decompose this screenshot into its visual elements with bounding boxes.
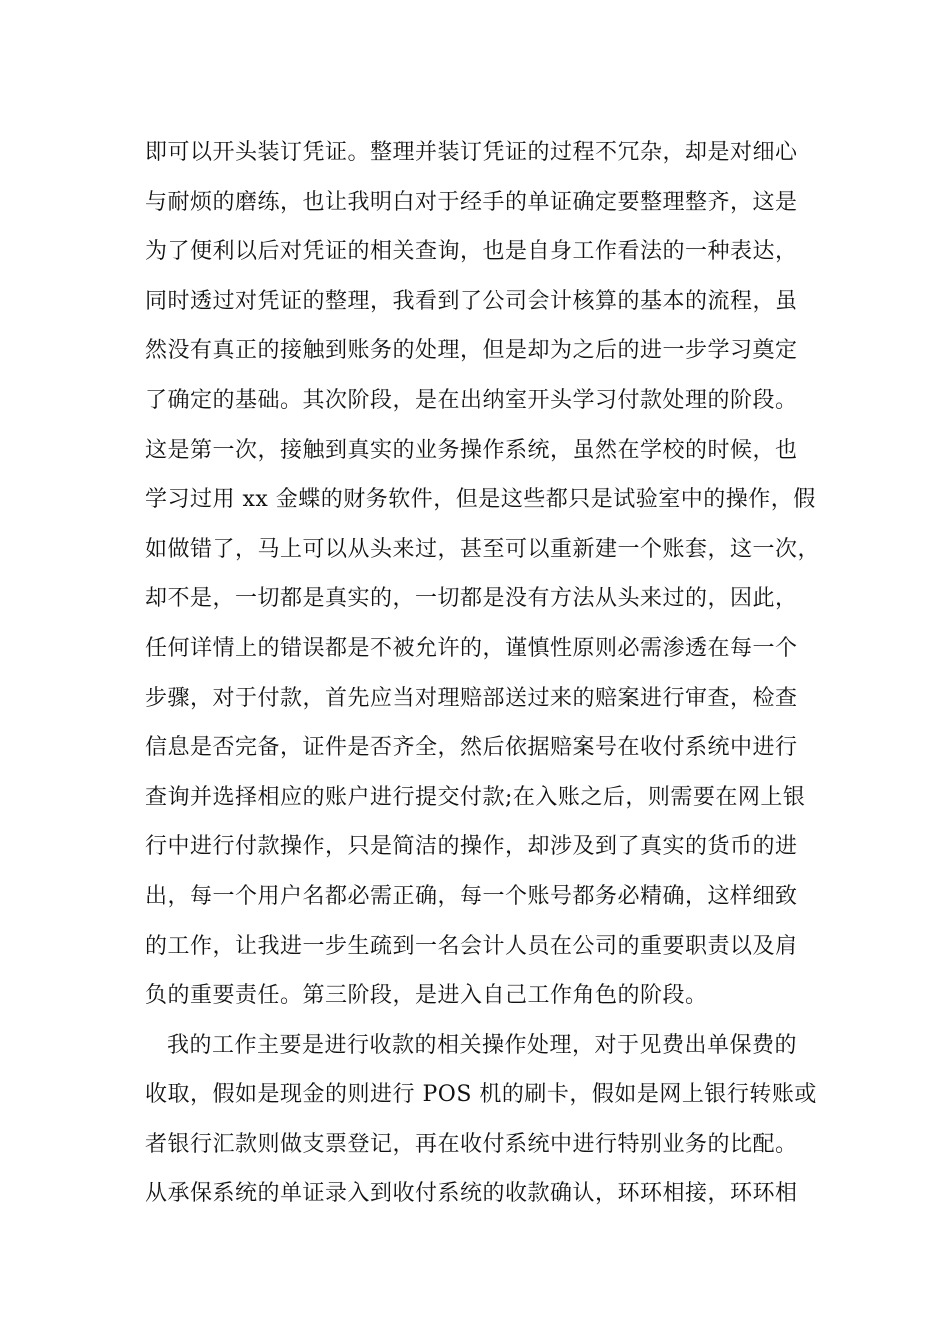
text-line: 与耐烦的磨练，也让我明白对于经手的单证确定要整理整齐，这是: [145, 189, 798, 215]
text-line: 为了便利以后对凭证的相关查询，也是自身工作看法的一种表达，: [145, 239, 798, 265]
text-line: 者银行汇款则做支票登记，再在收付系统中进行特别业务的比配。: [145, 1131, 798, 1157]
text-line: 收取，假如是现金的则进行 POS 机的刷卡，假如是网上银行转账或: [145, 1082, 817, 1108]
text-line: 出，每一个用户名都必需正确，每一个账号都务必精确，这样细致: [145, 883, 798, 909]
text-line: 任何详情上的错误都是不被允许的，谨慎性原则必需渗透在每一个: [145, 635, 798, 661]
document-body: [145, 128, 845, 1219]
text-line: 学习过用 xx 金蝶的财务软件，但是这些都只是试验室中的操作，假: [145, 487, 816, 513]
text-line: 查询并选择相应的账户进行提交付款;在入账之后，则需要在网上银: [145, 784, 806, 810]
text-line: 信息是否完备，证件是否齐全，然后依据赔案号在收付系统中进行: [145, 735, 798, 761]
text-line: 步骤，对于付款，首先应当对理赔部送过来的赔案进行审查，检查: [145, 685, 798, 711]
text-line: 这是第一次，接触到真实的业务操作系统，虽然在学校的时候，也: [145, 437, 798, 463]
text-line: 如做错了，马上可以从头来过，甚至可以重新建一个账套，这一次，: [145, 536, 821, 562]
text-line: 然没有真正的接触到账务的处理，但是却为之后的进一步学习奠定: [145, 338, 798, 364]
text-line: 了确定的基础。其次阶段，是在出纳室开头学习付款处理的阶段。: [145, 387, 798, 413]
text-line: 的工作，让我进一步生疏到一名会计人员在公司的重要职责以及肩: [145, 933, 798, 959]
text-line: 负的重要责任。第三阶段，是进入自己工作角色的阶段。: [145, 983, 708, 1009]
text-line: 即可以开头装订凭证。整理并装订凭证的过程不冗杂，却是对细心: [145, 140, 798, 165]
text-line: 却不是，一切都是真实的，一切都是没有方法从头来过的，因此，: [145, 586, 798, 612]
text-line: 行中进行付款操作，只是简洁的操作，却涉及到了真实的货币的进: [145, 834, 798, 860]
text-line: 从承保系统的单证录入到收付系统的收款确认，环环相接，环环相: [145, 1181, 798, 1207]
paragraph-start-line: 我的工作主要是进行收款的相关操作处理，对于见费出单保费的: [167, 1032, 798, 1058]
text-line: 同时透过对凭证的整理，我看到了公司会计核算的基本的流程，虽: [145, 288, 798, 314]
